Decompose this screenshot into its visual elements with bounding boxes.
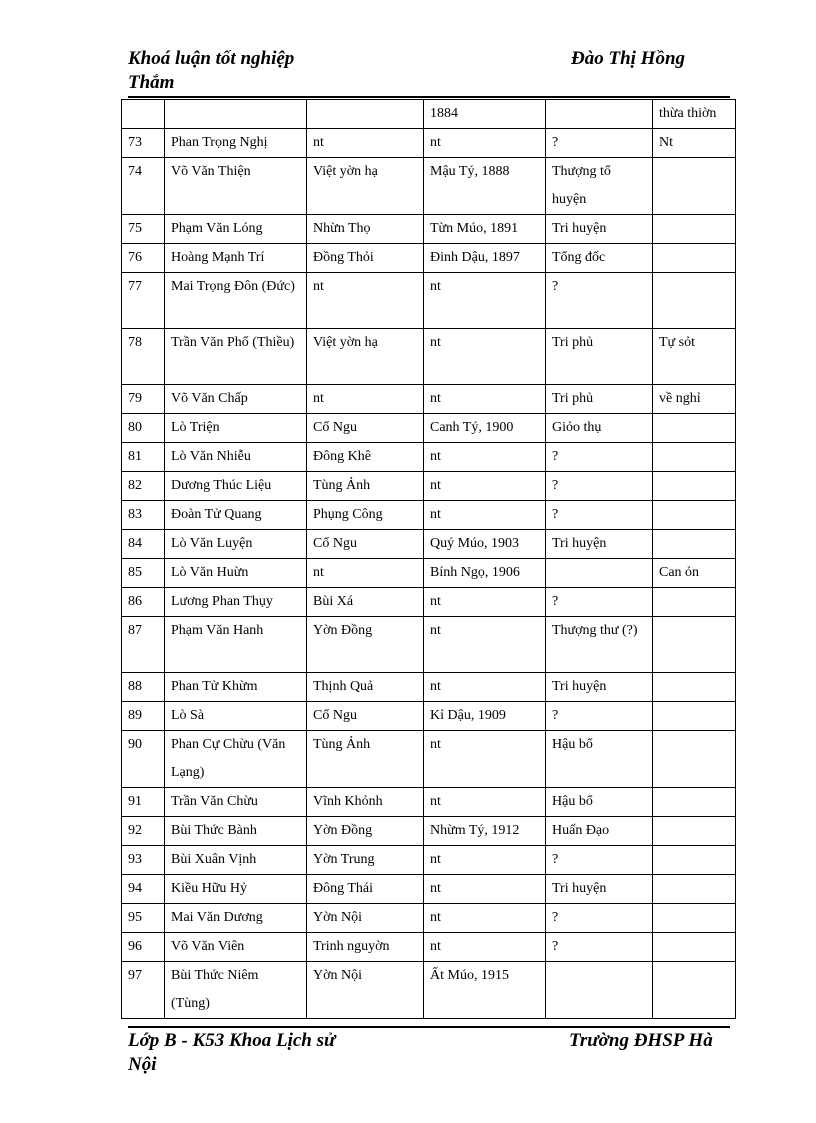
cell-no: 82 [122,472,165,501]
cell-name: Võ Văn Thiện [165,158,307,215]
cell-no [122,100,165,129]
cell-year: 1884 [424,100,546,129]
table-row [122,329,736,385]
table-row [122,215,736,244]
cell-no: 76 [122,244,165,273]
table-row [122,385,736,414]
cell-no: 85 [122,559,165,588]
table-row [122,731,736,788]
cell-name: Phan Trọng Nghị [165,129,307,158]
cell-note [653,788,736,817]
laureates-table [121,99,736,1019]
cell-year: nt [424,617,546,673]
table-row [122,588,736,617]
cell-village: Đông Thái [307,875,424,904]
cell-note [653,617,736,673]
cell-rank: ? [546,443,653,472]
cell-rank: Tri phủ [546,385,653,414]
cell-note: Tự sỏt [653,329,736,385]
cell-village: Cổ Ngu [307,414,424,443]
table-row [122,129,736,158]
table-row [122,530,736,559]
cell-year: nt [424,443,546,472]
cell-village: Trinh nguyờn [307,933,424,962]
cell-name: Trần Văn Chừu [165,788,307,817]
cell-year: nt [424,472,546,501]
table-row [122,875,736,904]
table-row [122,962,736,1019]
cell-note [653,501,736,530]
cell-no: 74 [122,158,165,215]
cell-rank: ? [546,129,653,158]
footer-rule [128,1026,730,1028]
footer-city-continued: Nội [128,1054,157,1075]
cell-note [653,244,736,273]
cell-note [653,817,736,846]
cell-note: thừa thiờn [653,100,736,129]
cell-note [653,904,736,933]
cell-name: Bùi Thức Bành [165,817,307,846]
table-row [122,414,736,443]
cell-village: nt [307,559,424,588]
cell-name: Trần Văn Phổ (Thiều) [165,329,307,385]
table-row [122,673,736,702]
cell-year: Nhừm Tý, 1912 [424,817,546,846]
cell-no: 84 [122,530,165,559]
cell-rank: Tổng đốc [546,244,653,273]
cell-year: nt [424,933,546,962]
cell-no: 94 [122,875,165,904]
cell-year: Đinh Dậu, 1897 [424,244,546,273]
cell-name: Lò Văn Nhiễu [165,443,307,472]
cell-name: Dương Thúc Liệu [165,472,307,501]
cell-village: Nhừn Thọ [307,215,424,244]
table-row [122,273,736,329]
cell-village: Phụng Công [307,501,424,530]
cell-year: nt [424,673,546,702]
cell-rank: Tri huyện [546,530,653,559]
table-row [122,788,736,817]
cell-note [653,933,736,962]
table-row [122,559,736,588]
cell-year: nt [424,329,546,385]
cell-rank: Tri huyện [546,875,653,904]
cell-rank: Giỏo thụ [546,414,653,443]
cell-year: Mậu Tý, 1888 [424,158,546,215]
cell-village: Vĩnh Khỏnh [307,788,424,817]
cell-name: Lương Phan Thụy [165,588,307,617]
cell-no: 81 [122,443,165,472]
cell-year: nt [424,273,546,329]
header-thesis-title: Khoá luận tốt nghiệp [128,48,295,69]
cell-note: Can ỏn [653,559,736,588]
cell-year: nt [424,385,546,414]
cell-village: Yờn Đồng [307,817,424,846]
cell-year: Quý Múo, 1903 [424,530,546,559]
table-body [122,100,736,1019]
cell-no: 87 [122,617,165,673]
cell-village: Việt yờn hạ [307,329,424,385]
cell-name: Mai Văn Dương [165,904,307,933]
cell-note [653,414,736,443]
cell-no: 88 [122,673,165,702]
cell-no: 96 [122,933,165,962]
table-row [122,158,736,215]
cell-note [653,588,736,617]
cell-name: Võ Văn Chấp [165,385,307,414]
cell-village: Yờn Nội [307,962,424,1019]
cell-name: Võ Văn Viên [165,933,307,962]
header-rule [128,96,730,98]
cell-note [653,875,736,904]
table-row [122,933,736,962]
cell-note [653,273,736,329]
cell-note [653,158,736,215]
page-footer [128,1030,732,1080]
cell-note [653,472,736,501]
cell-year: nt [424,875,546,904]
cell-name: Đoàn Tử Quang [165,501,307,530]
cell-name: Bùi Thức Niêm (Tùng) [165,962,307,1019]
cell-village: nt [307,129,424,158]
cell-year: nt [424,731,546,788]
cell-year: nt [424,129,546,158]
cell-note [653,443,736,472]
cell-village: nt [307,385,424,414]
page-header [128,48,728,94]
cell-no: 78 [122,329,165,385]
cell-rank: Hậu bổ [546,731,653,788]
table-row [122,244,736,273]
table-row [122,443,736,472]
cell-village: Bùi Xá [307,588,424,617]
cell-village: Thịnh Quả [307,673,424,702]
cell-note [653,731,736,788]
table-row [122,904,736,933]
cell-no: 83 [122,501,165,530]
cell-no: 75 [122,215,165,244]
cell-name: Lò Văn Huừn [165,559,307,588]
cell-name: Hoàng Mạnh Trí [165,244,307,273]
cell-year: nt [424,501,546,530]
cell-no: 86 [122,588,165,617]
cell-rank: ? [546,472,653,501]
cell-note [653,530,736,559]
table-row [122,817,736,846]
cell-no: 89 [122,702,165,731]
cell-note [653,215,736,244]
cell-rank: ? [546,588,653,617]
cell-year: nt [424,588,546,617]
cell-rank: Hậu bổ [546,788,653,817]
cell-rank: Tri huyện [546,673,653,702]
cell-name: Mai Trọng Đôn (Đức) [165,273,307,329]
cell-year: nt [424,904,546,933]
cell-year: nt [424,788,546,817]
cell-village: Đồng Thỏi [307,244,424,273]
cell-year: Ất Múo, 1915 [424,962,546,1019]
cell-village: Tùng Ảnh [307,472,424,501]
cell-rank: Thượng tổ huyện [546,158,653,215]
table-row [122,617,736,673]
cell-no: 97 [122,962,165,1019]
table-row [122,501,736,530]
cell-note [653,846,736,875]
cell-no: 73 [122,129,165,158]
cell-name: Phạm Văn Hanh [165,617,307,673]
cell-name [165,100,307,129]
cell-village [307,100,424,129]
cell-year: Bính Ngọ, 1906 [424,559,546,588]
cell-year: Kỉ Dậu, 1909 [424,702,546,731]
cell-name: Phan Cự Chừu (Văn Lạng) [165,731,307,788]
cell-no: 79 [122,385,165,414]
footer-university: Trường ĐHSP Hà [569,1030,713,1051]
cell-name: Kiều Hữu Hỷ [165,875,307,904]
cell-no: 93 [122,846,165,875]
header-author-surname: Thắm [128,72,175,93]
cell-no: 92 [122,817,165,846]
cell-rank: ? [546,702,653,731]
cell-no: 95 [122,904,165,933]
cell-note [653,673,736,702]
cell-village: Yờn Nội [307,904,424,933]
cell-rank: ? [546,933,653,962]
cell-village: Đông Khê [307,443,424,472]
table-row [122,846,736,875]
cell-no: 77 [122,273,165,329]
cell-note: về nghỉ [653,385,736,414]
cell-no: 91 [122,788,165,817]
cell-rank: ? [546,501,653,530]
cell-name: Phạm Văn Lóng [165,215,307,244]
cell-rank: ? [546,846,653,875]
cell-no: 80 [122,414,165,443]
cell-no: 90 [122,731,165,788]
cell-rank: Tri phủ [546,329,653,385]
cell-note [653,962,736,1019]
table-row [122,472,736,501]
cell-rank [546,962,653,1019]
cell-village: nt [307,273,424,329]
table-row [122,702,736,731]
cell-name: Bùi Xuân Vịnh [165,846,307,875]
cell-rank: Thượng thư (?) [546,617,653,673]
header-author-name: Đào Thị Hồng [571,48,686,69]
cell-village: Cổ Ngu [307,530,424,559]
cell-rank: Huấn Đạo [546,817,653,846]
cell-rank: ? [546,273,653,329]
footer-class-info: Lớp B - K53 Khoa Lịch sử [128,1030,336,1051]
cell-name: Phan Tử Khừm [165,673,307,702]
table-row [122,100,736,129]
cell-village: Cổ Ngu [307,702,424,731]
cell-name: Lò Văn Luyện [165,530,307,559]
cell-village: Yờn Trung [307,846,424,875]
cell-name: Lò Sà [165,702,307,731]
cell-year: Canh Tý, 1900 [424,414,546,443]
cell-note: Nt [653,129,736,158]
cell-note [653,702,736,731]
cell-village: Việt yờn hạ [307,158,424,215]
cell-rank [546,559,653,588]
cell-village: Yờn Đồng [307,617,424,673]
cell-rank [546,100,653,129]
cell-rank: ? [546,904,653,933]
cell-name: Lò Triện [165,414,307,443]
cell-year: nt [424,846,546,875]
cell-year: Từn Múo, 1891 [424,215,546,244]
cell-rank: Tri huyện [546,215,653,244]
cell-village: Tùng Ảnh [307,731,424,788]
